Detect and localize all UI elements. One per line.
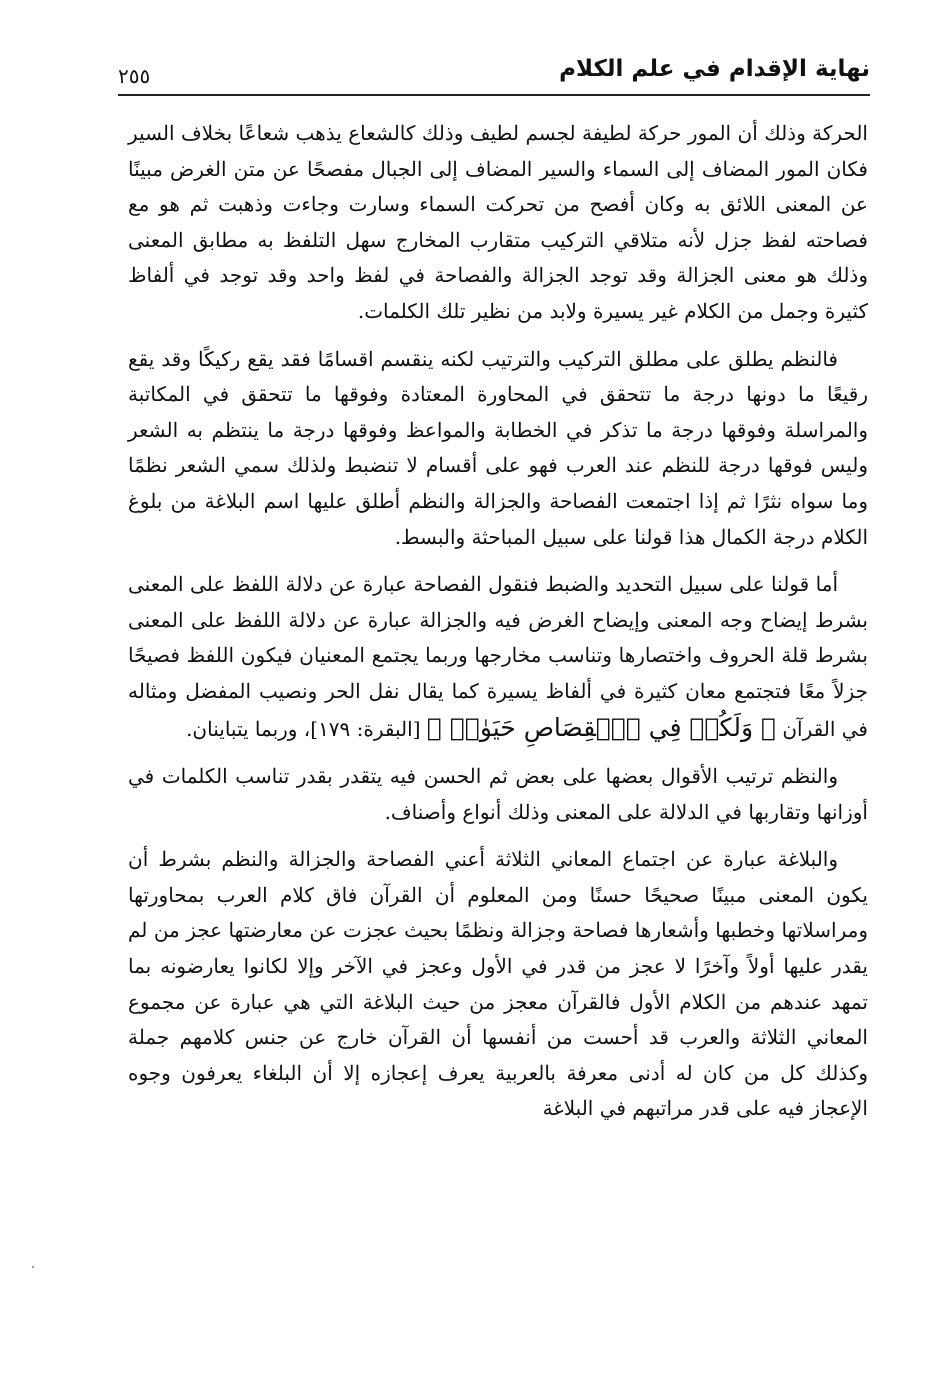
paragraph-4: والنظم ترتيب الأقوال بعضها على بعض ثم الحسن فيه يتقدر بقدر تناسب الكلمات في أوزانها وتقاربها في الدلالة على المعنى وذلك أنواع وأصناف. — [128, 764, 868, 824]
page-number: ٢٥٥ — [118, 64, 151, 88]
margin-speck — [32, 1266, 34, 1268]
page-header — [118, 52, 870, 96]
paragraph-1: الحركة وذلك أن المور حركة لطيفة لجسم لطيف وذلك كالشعاع يذهب شعاعًا بخلاف السير فكان المور المضاف إلى السماء والسير المضاف إلى الجبال مفصحًا عن متن الغرض مبينًا عن المعنى اللائق به وكان أفصح من تحركت السماء وسارت وجاءت وذهبت ثم هو مع فصاحته لفظ جزل لأنه متلاقي التركيب متقارب المخارج سهل التلفظ به مطابق المعنى وذلك هو معنى الجزالة وقد توجد الجزالة والفصاحة في لفظ واحد وقد توجد في ألفاظ كثيرة وجمل من الكلام غير يسيرة ولابد من نظير تلك الكلمات. — [128, 121, 868, 323]
paragraph-5: والبلاغة عبارة عن اجتماع المعاني الثلاثة أعني الفصاحة والجزالة والنظم بشرط أن يكون المعنى مبينًا صحيحًا حسنًا ومن المعلوم أن القرآن فاق كلام العرب بمحاورتها ومراسلاتها وخطبها وأشعارها فصاحة وجزالة ونظمًا بحيث عجزت عن معارضتها عجز من لم يقدر عليها أولاً وآخرًا لا عجز من قدر في الأول وعجز في الآخر وإلا لكانوا يعارضونه بما تمهد عندهم من الكلام الأول فالقرآن معجز من حيث البلاغة التي هي عبارة عن مجموع المعاني الثلاثة والعرب قد أحست من أنفسها أن القرآن خارج عن جنس كلامهم جملة وكذلك كل من كان له أدنى معرفة بالعربية يعرف إعجازه إلا أن البلغاء يعرفون وجوه الإعجاز فيه على قدر مراتبهم في البلاغة — [128, 847, 868, 1121]
header-rule — [118, 94, 870, 96]
page-body — [128, 116, 868, 1139]
paragraph-2: فالنظم يطلق على مطلق التركيب والترتيب لكنه ينقسم اقسامًا فقد يقع ركيكًا وقد يقع رقيعًا ما دونها درجة ما تتحقق في المحاورة المعتادة وفوقها ما تتحقق في المكاتبة والمراسلة وفوقها درجة ما تذكر في الخطابة والمواعظ وفوقها درجة ما ينتظم به الشعر وليس فوقها درجة للنظم عند العرب فهو على أقسام لا تنضبط ولذلك سمي الشعر نظمًا وما سواه نثرًا ثم إذا اجتمعت الفصاحة والجزالة والنظم أطلق عليها اسم البلاغة من بلوغ الكلام درجة الكمال هذا قولنا على سبيل المباحثة والبسط. — [128, 346, 868, 549]
running-title: نهاية الإقدام في علم الكلام — [559, 56, 870, 82]
paragraph-3 — [128, 567, 868, 747]
quran-verse: ﴿ وَلَكُمۡ فِي ٱلۡقِصَاصِ حَيَوٰةٞ ﴾ — [426, 712, 776, 742]
verse-citation: [البقرة: ١٧٩]، وربما يتباينان. — [186, 716, 421, 741]
paragraph-3-text: أما قولنا على سبيل التحديد والضبط فنقول الفصاحة عبارة عن دلالة اللفظ على المعنى بشرط إيضاح وجه المعنى وإيضاح الغرض فيه والجزالة عبارة عن دلالة اللفظ على المعنى بشرط قلة الحروف واختصارها وتناسب مخارجها وربما يجتمع المعنيان فيكون اللفظ فصيحًا جزلاً معًا فتجتمع معان كثيرة في ألفاظ يسيرة كما يقال نفل الحر ونصيب المفضل ومثاله في القرآن — [128, 572, 868, 741]
